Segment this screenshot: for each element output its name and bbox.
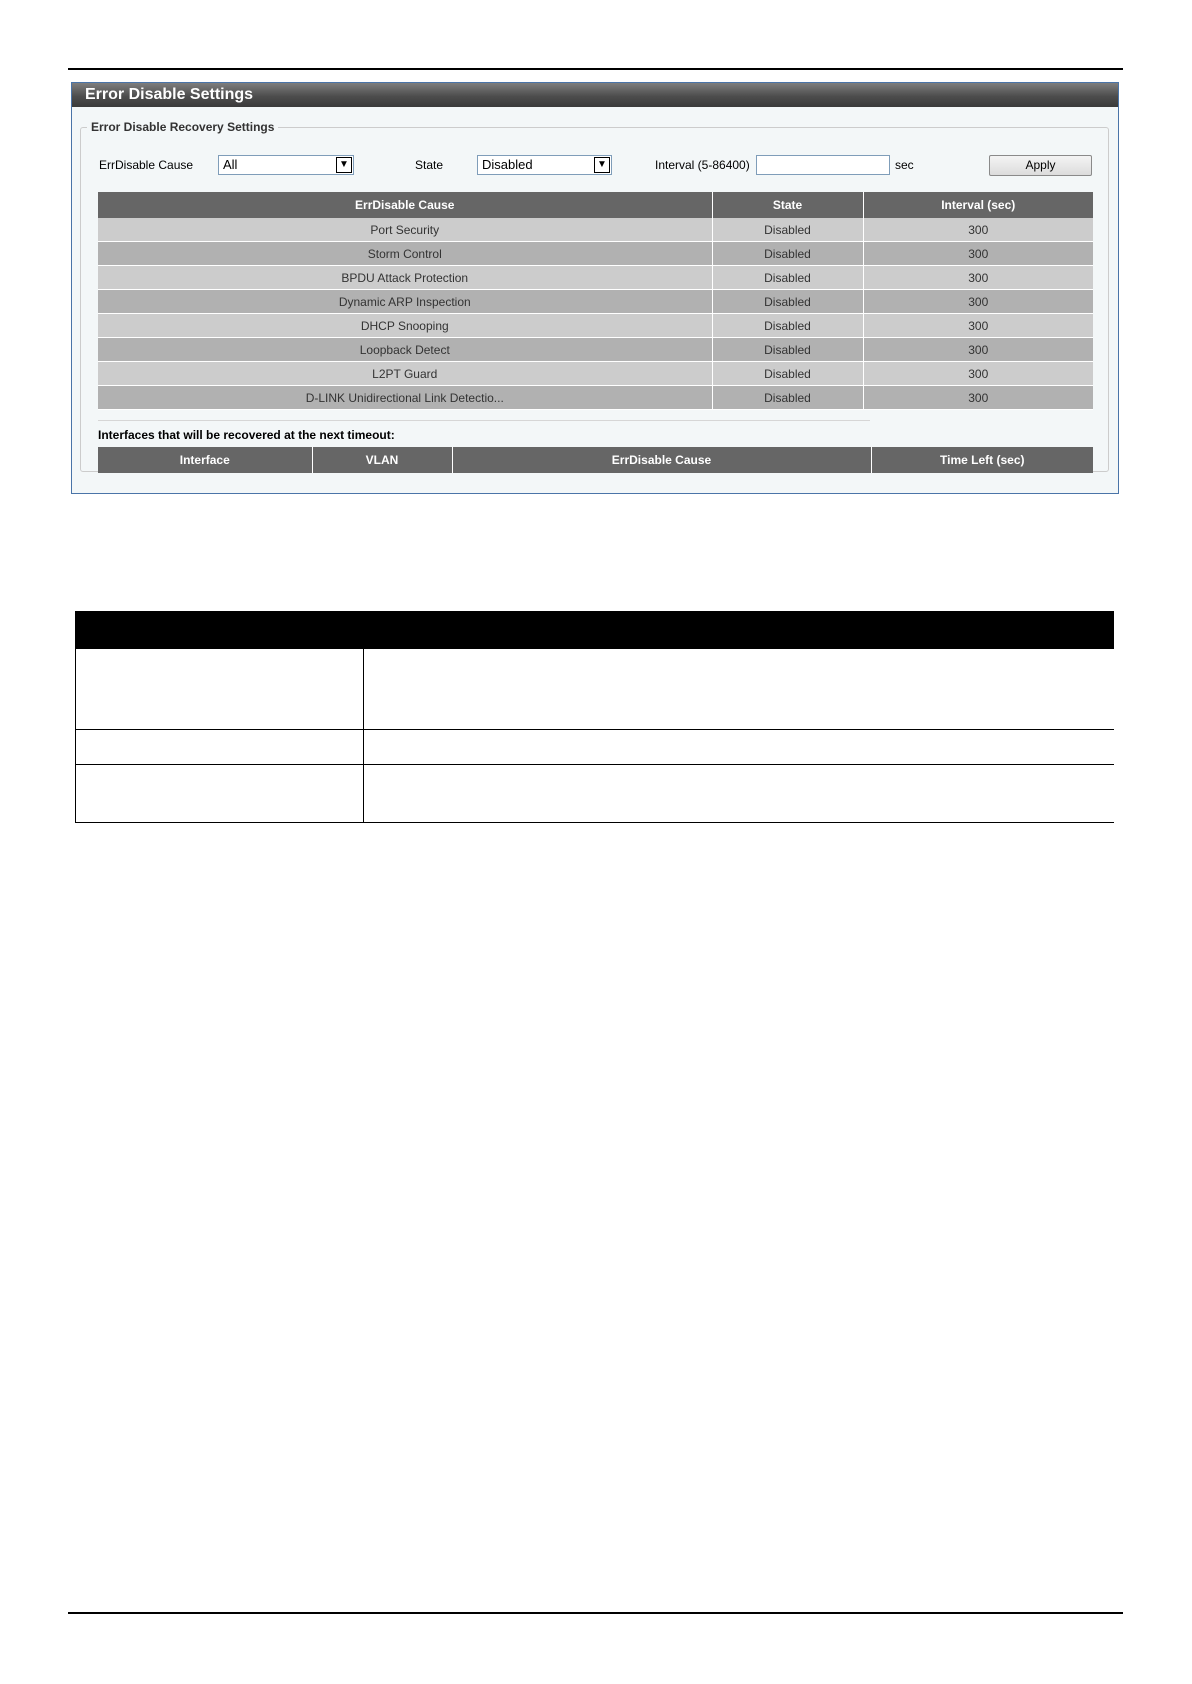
apply-button[interactable]: Apply — [989, 155, 1092, 176]
state-cell: Disabled — [712, 266, 863, 290]
table-row — [98, 314, 1093, 338]
state-cell: Disabled — [712, 218, 863, 242]
parameter-table — [75, 611, 1114, 823]
table-header-row — [98, 447, 1093, 473]
cause-cell: Storm Control — [98, 242, 712, 266]
state-label: State — [415, 158, 444, 172]
state-cell: Disabled — [712, 242, 863, 266]
cause-cell: Port Security — [98, 218, 712, 242]
errdisable-cause-table — [98, 192, 1093, 410]
interval-cell: 300 — [863, 218, 1093, 242]
page-top-rule — [68, 68, 1123, 70]
table-row — [98, 338, 1093, 362]
errdisable-cause-select-value: All — [223, 157, 238, 172]
table-row — [76, 730, 1114, 765]
table-row — [98, 386, 1093, 410]
interval-cell: 300 — [863, 266, 1093, 290]
chevron-down-icon[interactable]: ▼ — [594, 157, 610, 173]
state-cell: Disabled — [712, 290, 863, 314]
cause-cell: BPDU Attack Protection — [98, 266, 712, 290]
interval-cell: 300 — [863, 338, 1093, 362]
column-header-vlan: VLAN — [312, 447, 452, 473]
parameter-table-header — [76, 612, 1114, 649]
table-row — [98, 218, 1093, 242]
interval-label: Interval (5-86400) — [655, 158, 750, 172]
cause-cell: Dynamic ARP Inspection — [98, 290, 712, 314]
cause-cell: D-LINK Unidirectional Link Detectio... — [98, 386, 712, 410]
column-header-cause: ErrDisable Cause — [452, 447, 871, 473]
table-row — [76, 765, 1114, 823]
column-header-interval: Interval (sec) — [863, 192, 1093, 218]
section-divider — [98, 420, 870, 421]
cause-cell: L2PT Guard — [98, 362, 712, 386]
table-row — [76, 649, 1114, 730]
column-header-cause: ErrDisable Cause — [98, 192, 712, 218]
interval-input[interactable] — [756, 155, 890, 175]
state-select-value: Disabled — [482, 157, 533, 172]
column-header-state: State — [712, 192, 863, 218]
page-bottom-rule — [68, 1612, 1123, 1614]
state-cell: Disabled — [712, 362, 863, 386]
table-header-row — [98, 192, 1093, 218]
state-cell: Disabled — [712, 386, 863, 410]
column-header-time-left: Time Left (sec) — [871, 447, 1093, 473]
column-header-interface: Interface — [98, 447, 312, 473]
state-cell: Disabled — [712, 338, 863, 362]
recovery-settings-legend: Error Disable Recovery Settings — [91, 120, 275, 134]
interval-unit-label: sec — [895, 158, 914, 172]
table-row — [98, 242, 1093, 266]
chevron-down-icon[interactable]: ▼ — [336, 157, 352, 173]
interval-cell: 300 — [863, 362, 1093, 386]
interval-cell: 300 — [863, 290, 1093, 314]
recover-note: Interfaces that will be recovered at the next timeout: — [98, 428, 395, 442]
interval-cell: 300 — [863, 386, 1093, 410]
errdisable-cause-select[interactable] — [218, 155, 354, 175]
table-row — [98, 266, 1093, 290]
interval-cell: 300 — [863, 242, 1093, 266]
state-cell: Disabled — [712, 314, 863, 338]
table-row — [98, 290, 1093, 314]
panel-title: Error Disable Settings — [72, 83, 1118, 107]
interval-cell: 300 — [863, 314, 1093, 338]
state-select[interactable] — [477, 155, 612, 175]
recovery-interface-table — [98, 447, 1093, 473]
errdisable-cause-label: ErrDisable Cause — [99, 158, 194, 172]
cause-cell: Loopback Detect — [98, 338, 712, 362]
cause-cell: DHCP Snooping — [98, 314, 712, 338]
table-row — [98, 362, 1093, 386]
